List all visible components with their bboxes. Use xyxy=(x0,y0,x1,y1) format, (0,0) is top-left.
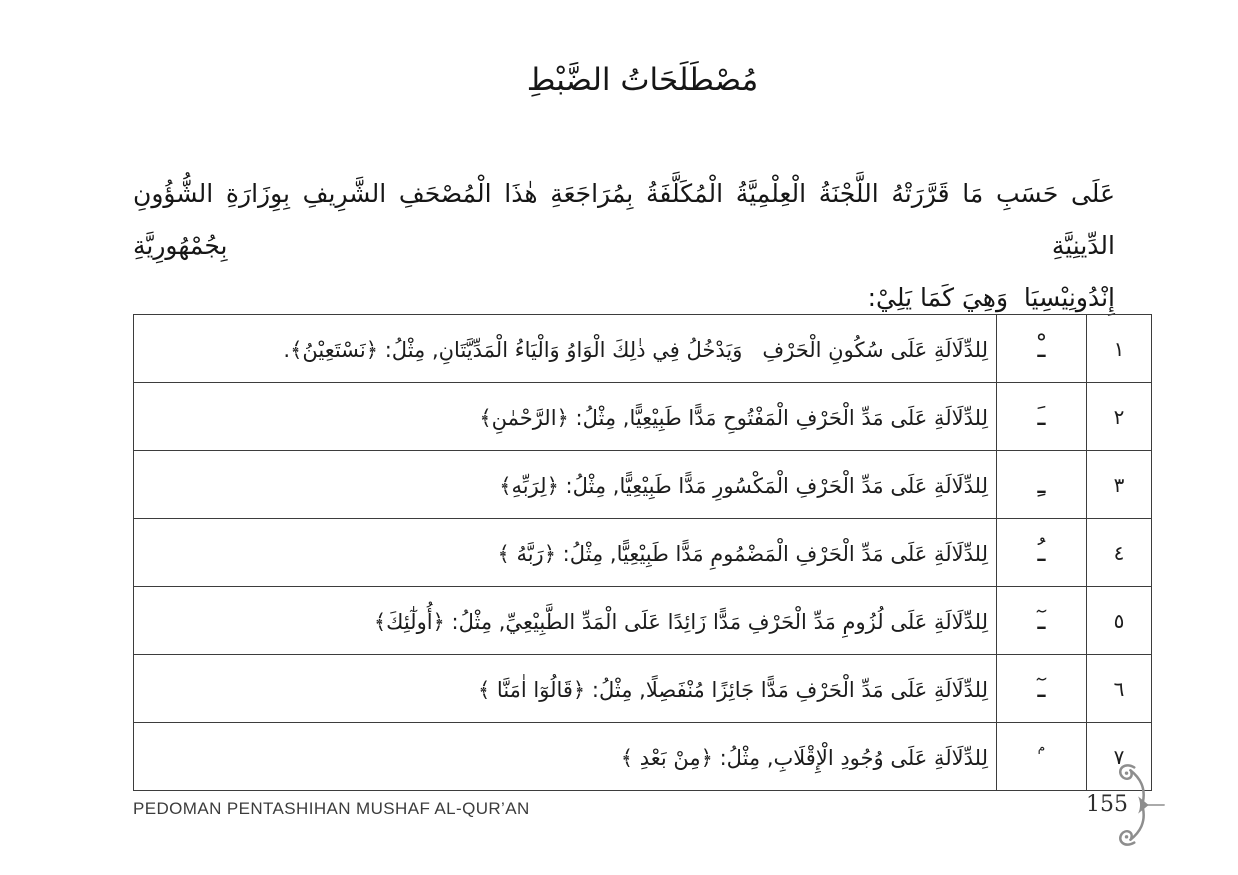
dabt-terms-table xyxy=(133,314,1152,791)
page-number: 155 xyxy=(1086,792,1128,817)
row-number: ٤ xyxy=(1087,519,1152,587)
arabesque-ornament-icon xyxy=(1114,760,1168,854)
intro-paragraph xyxy=(133,168,1115,324)
kasra-symbol: ـِ xyxy=(997,451,1087,519)
row-number: ١ xyxy=(1087,315,1152,383)
table-row xyxy=(134,723,1152,791)
row-number: ٢ xyxy=(1087,383,1152,451)
intro-line-1: عَلَى حَسَبِ مَا قَرَّرَتْهُ اللَّجْنَةُ الْعِلْمِيَّةُ الْمُكَلَّفَةُ بِمُرَاجَعَةِ هٰذَا الْمُصْحَفِ الشَّرِيفِ بِوِزَارَةِ الشُّؤُونِ الدِّينِيَّةِ بِجُمْهُورِيَّةِ xyxy=(133,179,1115,260)
row-number: ٧ xyxy=(1087,723,1152,791)
fatha-symbol: ـَ xyxy=(997,383,1087,451)
row-description: لِلدِّلَالَةِ عَلَى لُزُومِ مَدِّ الْحَرْفِ مَدًّا زَائِدًا عَلَى الْمَدِّ الطَّبِيْعِيِّ, مِثْلُ: ﴿أُولٰٓئِكَ﴾ xyxy=(134,587,997,655)
table-row xyxy=(134,315,1152,383)
maddah-symbol: ـٓ xyxy=(997,587,1087,655)
table-row xyxy=(134,383,1152,451)
footer-book-title: PEDOMAN PENTASHIHAN MUSHAF AL-QUR’AN xyxy=(133,799,530,818)
row-description: لِلدِّلَالَةِ عَلَى سُكُونِ الْحَرْفِ وَيَدْخُلُ فِي ذٰلِكَ الْوَاوُ وَالْيَاءُ الْمَدِّيَّتَانِ, مِثْلُ: ﴿نَسْتَعِيْنُ﴾. xyxy=(134,315,997,383)
iqlab-meem-symbol xyxy=(997,723,1087,791)
row-description: لِلدِّلَالَةِ عَلَى وُجُودِ الْإِقْلَابِ, مِثْلُ: ﴿مِنْ بَعْدِ ﴾ xyxy=(134,723,997,791)
row-number: ٥ xyxy=(1087,587,1152,655)
intro-line-2: إِنْدُونِيْسِيَا وَهِيَ كَمَا يَلِيْ: xyxy=(867,283,1115,312)
row-description: لِلدِّلَالَةِ عَلَى مَدِّ الْحَرْفِ الْمَفْتُوحِ مَدًّا طَبِيْعِيًّا, مِثْلُ: ﴿الرَّحْمٰنِ﴾ xyxy=(134,383,997,451)
table-row xyxy=(134,655,1152,723)
damma-symbol: ـُ xyxy=(997,519,1087,587)
page-title: مُصْطَلَحَاتُ الضَّبْطِ xyxy=(526,62,759,98)
table-row xyxy=(134,519,1152,587)
row-description: لِلدِّلَالَةِ عَلَى مَدِّ الْحَرْفِ الْمَضْمُومِ مَدًّا طَبِيْعِيًّا, مِثْلُ: ﴿رَبَّهُ ﴾ xyxy=(134,519,997,587)
maddah-symbol: ـٓ xyxy=(997,655,1087,723)
table-row xyxy=(134,587,1152,655)
sukun-symbol: ـْ xyxy=(997,315,1087,383)
row-number: ٣ xyxy=(1087,451,1152,519)
row-description: لِلدِّلَالَةِ عَلَى مَدِّ الْحَرْفِ مَدًّا جَائِزًا مُنْفَصِلًا, مِثْلُ: ﴿قَالُوٓا اٰمَنَّا ﴾ xyxy=(134,655,997,723)
table-row xyxy=(134,451,1152,519)
row-description: لِلدِّلَالَةِ عَلَى مَدِّ الْحَرْفِ الْمَكْسُورِ مَدًّا طَبِيْعِيًّا, مِثْلُ: ﴿لِرَبِّهِ﴾ xyxy=(134,451,997,519)
iqlab-meem-glyph: م xyxy=(1037,739,1046,754)
row-number: ٦ xyxy=(1087,655,1152,723)
